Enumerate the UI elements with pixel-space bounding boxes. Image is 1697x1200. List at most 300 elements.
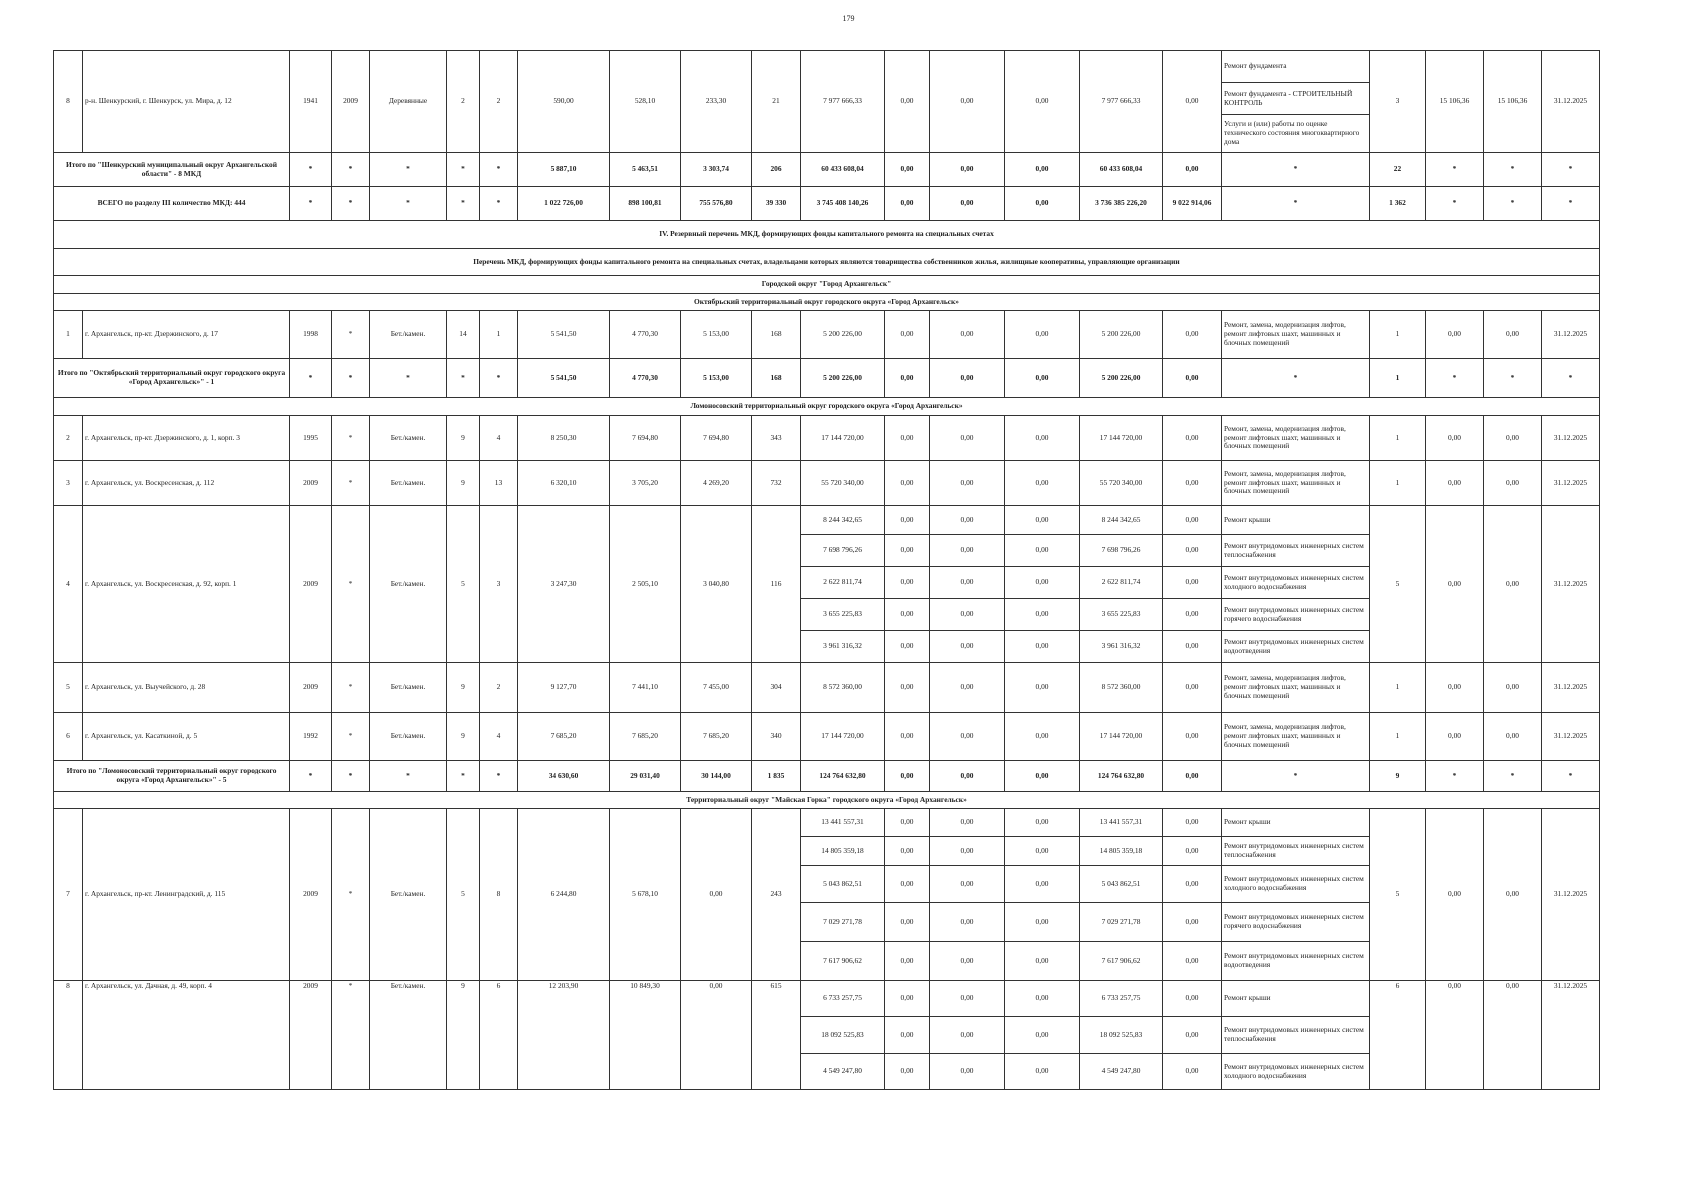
table-cell: 1 362 <box>1370 187 1426 221</box>
table-cell: 1995 <box>290 416 332 461</box>
table-cell: 60 433 608,04 <box>801 153 885 187</box>
table-cell: 0,00 <box>1163 51 1222 153</box>
table-cell: 0,00 <box>1005 359 1080 398</box>
table-cell: 0,00 <box>1163 535 1222 567</box>
table-cell: 0,00 <box>930 809 1005 837</box>
table-cell: 9 <box>447 981 480 1090</box>
section-subtitle <box>54 249 1600 276</box>
table-cell: 2009 <box>290 981 332 1090</box>
table-cell: 0,00 <box>885 567 930 599</box>
table-cell: 22 <box>1370 153 1426 187</box>
table-cell: 7 694,80 <box>610 416 681 461</box>
table-cell: * <box>1426 153 1484 187</box>
table-cell: * <box>370 153 447 187</box>
table-cell: Ремонт, замена, модернизация лифтов, ремонт лифтовых шахт, машинных и блочных помещений <box>1222 311 1370 359</box>
table-cell: 1 <box>1370 713 1426 761</box>
table-cell: * <box>332 809 370 981</box>
table-cell: 8 244 342,65 <box>801 506 885 535</box>
table-cell: ВСЕГО по разделу III количество МКД: 444 <box>54 187 290 221</box>
table-row <box>54 461 1600 506</box>
table-cell: * <box>480 359 518 398</box>
table-cell: Ремонт внутридомовых инженерных систем холодного водоснабжения <box>1222 567 1370 599</box>
table-cell: Ломоносовский территориальный округ городского округа «Город Архангельск» <box>54 398 1600 416</box>
table-cell: 0,00 <box>1005 51 1080 153</box>
table-cell: 1 <box>1370 461 1426 506</box>
table-cell: 0,00 <box>1005 187 1080 221</box>
table-cell: 0,00 <box>930 416 1005 461</box>
table-cell: * <box>370 187 447 221</box>
table-cell: 2 <box>480 663 518 713</box>
table-cell: Ремонт внутридомовых инженерных систем теплоснабжения <box>1222 837 1370 866</box>
table-cell: 0,00 <box>1005 866 1080 903</box>
table-cell: Ремонт, замена, модернизация лифтов, ремонт лифтовых шахт, машинных и блочных помещений <box>1222 461 1370 506</box>
table-cell: 0,00 <box>885 903 930 942</box>
table-cell: 7 685,20 <box>681 713 752 761</box>
table-cell: * <box>1222 153 1370 187</box>
table-cell: 5 153,00 <box>681 359 752 398</box>
table-cell: 0,00 <box>930 599 1005 631</box>
table-cell: 31.12.2025 <box>1542 506 1600 663</box>
table-cell: 39 330 <box>752 187 801 221</box>
table-cell: 31.12.2025 <box>1542 461 1600 506</box>
table-cell: * <box>447 359 480 398</box>
table-cell: 5 <box>447 809 480 981</box>
table-cell: г. Архангельск, пр-кт. Дзержинского, д. 1, корп. 3 <box>83 416 290 461</box>
table-cell: 0,00 <box>1426 809 1484 981</box>
table-cell: 5 200 226,00 <box>1080 359 1163 398</box>
table-cell: * <box>290 359 332 398</box>
table-cell: Ремонт внутридомовых инженерных систем холодного водоснабжения <box>1222 1054 1370 1090</box>
table-row <box>54 713 1600 761</box>
table-cell: 0,00 <box>930 506 1005 535</box>
table-cell: 2009 <box>290 506 332 663</box>
table-cell: 3 <box>480 506 518 663</box>
table-cell: 233,30 <box>681 51 752 153</box>
table-cell: 1 <box>480 311 518 359</box>
table-cell: * <box>332 187 370 221</box>
table-cell: 3 961 316,32 <box>801 631 885 663</box>
table-cell: 2 <box>480 51 518 153</box>
table-cell: 0,00 <box>1005 461 1080 506</box>
table-cell: Ремонт внутридомовых инженерных систем холодного водоснабжения <box>1222 866 1370 903</box>
table-cell: 13 441 557,31 <box>801 809 885 837</box>
table-cell: 0,00 <box>1005 1017 1080 1054</box>
table-cell: * <box>1426 187 1484 221</box>
table-cell: 9 <box>1370 761 1426 792</box>
table-cell: 7 617 906,62 <box>801 942 885 981</box>
table-cell: 0,00 <box>1163 837 1222 866</box>
table-cell: * <box>1222 761 1370 792</box>
table-cell: 0,00 <box>1163 1017 1222 1054</box>
table-cell: 9 127,70 <box>518 663 610 713</box>
table-cell: 590,00 <box>518 51 610 153</box>
table-cell: 0,00 <box>1005 567 1080 599</box>
table-cell: Бет./камен. <box>370 809 447 981</box>
table-cell: 5 200 226,00 <box>801 359 885 398</box>
table-cell: 2009 <box>290 809 332 981</box>
table-cell: 31.12.2025 <box>1542 311 1600 359</box>
table-cell: 0,00 <box>1163 942 1222 981</box>
table-cell: 8 <box>54 981 83 1090</box>
table-cell: 13 <box>480 461 518 506</box>
table-cell: * <box>290 187 332 221</box>
table-cell: 18 092 525,83 <box>801 1017 885 1054</box>
table-cell: * <box>290 153 332 187</box>
table-cell: 0,00 <box>885 866 930 903</box>
total-row <box>54 761 1600 792</box>
table-cell: 31.12.2025 <box>1542 981 1600 1090</box>
table-cell: 0,00 <box>930 631 1005 663</box>
table-cell: Бет./камен. <box>370 981 447 1090</box>
table-cell: 31.12.2025 <box>1542 51 1600 153</box>
table-cell: 0,00 <box>1005 535 1080 567</box>
table-cell: 3 961 316,32 <box>1080 631 1163 663</box>
table-cell: * <box>1426 359 1484 398</box>
table-cell: 7 685,20 <box>610 713 681 761</box>
table-cell: * <box>1542 359 1600 398</box>
table-cell: 18 092 525,83 <box>1080 1017 1163 1054</box>
table-cell: 2 <box>447 51 480 153</box>
table-cell: * <box>332 461 370 506</box>
table-cell: Бет./камен. <box>370 311 447 359</box>
table-cell: 0,00 <box>885 761 930 792</box>
table-cell: * <box>1484 187 1542 221</box>
table-cell: 9 022 914,06 <box>1163 187 1222 221</box>
table-cell: 4 770,30 <box>610 311 681 359</box>
table-cell: 6 244,80 <box>518 809 610 981</box>
table-cell: 0,00 <box>1163 903 1222 942</box>
table-cell: 2009 <box>332 51 370 153</box>
table-cell: * <box>290 761 332 792</box>
table-cell: Бет./камен. <box>370 713 447 761</box>
table-cell: IV. Резервный перечень МКД, формирующих фонды капитального ремонта на специальных счетах <box>54 221 1600 249</box>
table-cell: 1 <box>1370 416 1426 461</box>
table-cell: 0,00 <box>1484 981 1542 1090</box>
table-cell: 0,00 <box>885 981 930 1017</box>
table-cell: 31.12.2025 <box>1542 663 1600 713</box>
table-cell: * <box>1542 187 1600 221</box>
table-cell: * <box>332 506 370 663</box>
table-cell: * <box>1426 761 1484 792</box>
table-cell: 0,00 <box>1005 153 1080 187</box>
table-cell: 0,00 <box>1005 631 1080 663</box>
table-cell: * <box>1222 359 1370 398</box>
district-header <box>54 792 1600 809</box>
table-cell: 206 <box>752 153 801 187</box>
table-cell: 3 247,30 <box>518 506 610 663</box>
table-cell: 6 733 257,75 <box>1080 981 1163 1017</box>
table-cell: 4 549 247,80 <box>801 1054 885 1090</box>
table-cell: 2 622 811,74 <box>801 567 885 599</box>
table-cell: 0,00 <box>1426 506 1484 663</box>
table-cell: 0,00 <box>1163 663 1222 713</box>
table-cell: 5 <box>447 506 480 663</box>
table-cell: 0,00 <box>1163 761 1222 792</box>
table-cell: 3 705,20 <box>610 461 681 506</box>
table-cell: * <box>447 153 480 187</box>
page-number: 179 <box>842 14 855 23</box>
table-cell: 0,00 <box>885 461 930 506</box>
table-cell: 3 <box>54 461 83 506</box>
table-cell: 0,00 <box>1005 311 1080 359</box>
table-cell: Ремонт внутридомовых инженерных систем теплоснабжения <box>1222 535 1370 567</box>
table-row <box>54 311 1600 359</box>
table-cell: Ремонт фундамента - СТРОИТЕЛЬНЫЙ КОНТРОЛЬ <box>1222 83 1370 115</box>
table-cell: 5 <box>54 663 83 713</box>
table-cell: г. Архангельск, ул. Воскресенская, д. 112 <box>83 461 290 506</box>
table-cell: 2 <box>54 416 83 461</box>
table-cell: Городской округ "Город Архангельск" <box>54 276 1600 294</box>
table-cell: 0,00 <box>1005 903 1080 942</box>
table-cell: Ремонт, замена, модернизация лифтов, ремонт лифтовых шахт, машинных и блочных помещений <box>1222 713 1370 761</box>
table-cell: 30 144,00 <box>681 761 752 792</box>
table-cell: 2009 <box>290 663 332 713</box>
table-cell: 168 <box>752 359 801 398</box>
table-cell: 0,00 <box>1426 461 1484 506</box>
table-cell: 0,00 <box>1163 461 1222 506</box>
table-cell: 0,00 <box>681 981 752 1090</box>
table-row <box>54 981 1600 1017</box>
table-cell: 0,00 <box>1005 713 1080 761</box>
table-cell: 7 977 666,33 <box>801 51 885 153</box>
table-cell: 0,00 <box>1484 713 1542 761</box>
table-cell: 5 <box>1370 506 1426 663</box>
table-cell: * <box>332 761 370 792</box>
table-cell: 0,00 <box>885 311 930 359</box>
table-cell: Ремонт крыши <box>1222 809 1370 837</box>
table-cell: 5 043 862,51 <box>801 866 885 903</box>
table-cell: * <box>1542 761 1600 792</box>
table-cell: 3 736 385 226,20 <box>1080 187 1163 221</box>
table-cell: 1 <box>1370 311 1426 359</box>
table-cell: 34 630,60 <box>518 761 610 792</box>
table-cell: 340 <box>752 713 801 761</box>
table-cell: 0,00 <box>1163 506 1222 535</box>
table-cell: 1998 <box>290 311 332 359</box>
table-cell: 124 764 632,80 <box>801 761 885 792</box>
table-cell: 615 <box>752 981 801 1090</box>
table-cell: * <box>332 713 370 761</box>
table-cell: 0,00 <box>1484 416 1542 461</box>
table-cell: 5 043 862,51 <box>1080 866 1163 903</box>
table-cell: г. Архангельск, ул. Выучейского, д. 28 <box>83 663 290 713</box>
table-cell: * <box>1542 153 1600 187</box>
table-cell: 0,00 <box>885 599 930 631</box>
table-cell: 6 <box>1370 981 1426 1090</box>
table-cell: * <box>480 187 518 221</box>
table-cell: 1941 <box>290 51 332 153</box>
table-cell: 0,00 <box>1484 461 1542 506</box>
table-cell: 0,00 <box>1163 416 1222 461</box>
table-cell: 0,00 <box>1426 311 1484 359</box>
table-cell: 4 549 247,80 <box>1080 1054 1163 1090</box>
table-cell: 31.12.2025 <box>1542 713 1600 761</box>
table-cell: Ремонт внутридомовых инженерных систем теплоснабжения <box>1222 1017 1370 1054</box>
table-cell: 0,00 <box>930 535 1005 567</box>
table-cell: 6 320,10 <box>518 461 610 506</box>
table-cell: 243 <box>752 809 801 981</box>
table-cell: 7 694,80 <box>681 416 752 461</box>
table-cell: Ремонт крыши <box>1222 506 1370 535</box>
table-cell: 3 655 225,83 <box>1080 599 1163 631</box>
table-cell: 0,00 <box>930 359 1005 398</box>
table-cell: * <box>1222 187 1370 221</box>
section-title <box>54 221 1600 249</box>
table-cell: 0,00 <box>1005 837 1080 866</box>
table-cell: 4 <box>480 416 518 461</box>
table-cell: 3 655 225,83 <box>801 599 885 631</box>
table-cell: 14 805 359,18 <box>1080 837 1163 866</box>
table-cell: 0,00 <box>930 153 1005 187</box>
table-cell: 0,00 <box>885 713 930 761</box>
table-cell: 116 <box>752 506 801 663</box>
table-cell: 0,00 <box>885 837 930 866</box>
table-cell: 5 541,50 <box>518 311 610 359</box>
table-cell: 9 <box>447 461 480 506</box>
table-cell: * <box>332 416 370 461</box>
table-cell: 0,00 <box>930 51 1005 153</box>
table-cell: 3 745 408 140,26 <box>801 187 885 221</box>
table-cell: 0,00 <box>885 631 930 663</box>
city-header <box>54 276 1600 294</box>
table-cell: 0,00 <box>930 663 1005 713</box>
table-row <box>54 416 1600 461</box>
table-cell: 0,00 <box>1163 599 1222 631</box>
table-cell: 13 441 557,31 <box>1080 809 1163 837</box>
table-cell: * <box>1484 359 1542 398</box>
table-cell: 0,00 <box>930 837 1005 866</box>
table-cell: * <box>370 761 447 792</box>
table-cell: 17 144 720,00 <box>801 713 885 761</box>
table-cell: 5 541,50 <box>518 359 610 398</box>
table-cell: 15 106,36 <box>1426 51 1484 153</box>
table-cell: 124 764 632,80 <box>1080 761 1163 792</box>
table-cell: 0,00 <box>1163 631 1222 663</box>
table-cell: 1 <box>54 311 83 359</box>
table-cell: 0,00 <box>1163 809 1222 837</box>
table-cell: 0,00 <box>885 942 930 981</box>
table-cell: 0,00 <box>885 51 930 153</box>
table-cell: 7 029 271,78 <box>1080 903 1163 942</box>
table-cell: 7 698 796,26 <box>1080 535 1163 567</box>
table-cell: 0,00 <box>885 187 930 221</box>
table-cell: Ремонт внутридомовых инженерных систем водоотведения <box>1222 631 1370 663</box>
table-cell: 898 100,81 <box>610 187 681 221</box>
table-cell: г. Архангельск, ул. Воскресенская, д. 92, корп. 1 <box>83 506 290 663</box>
table-cell: * <box>332 311 370 359</box>
table-cell: 7 685,20 <box>518 713 610 761</box>
table-cell: * <box>447 187 480 221</box>
table-cell: 0,00 <box>930 713 1005 761</box>
table-cell: 3 303,74 <box>681 153 752 187</box>
table-cell: Ремонт, замена, модернизация лифтов, ремонт лифтовых шахт, машинных и блочных помещений <box>1222 416 1370 461</box>
total-row <box>54 153 1600 187</box>
table-cell: 1 <box>1370 663 1426 713</box>
table-cell: 0,00 <box>1163 713 1222 761</box>
table-cell: * <box>332 359 370 398</box>
table-cell: 0,00 <box>1484 809 1542 981</box>
table-cell: 343 <box>752 416 801 461</box>
table-cell: Ремонт фундамента <box>1222 51 1370 83</box>
table-cell: 7 455,00 <box>681 663 752 713</box>
table-cell: 6 <box>480 981 518 1090</box>
table-cell: 0,00 <box>1163 981 1222 1017</box>
district-header <box>54 294 1600 311</box>
table-cell: 1 <box>1370 359 1426 398</box>
table-cell: Территориальный округ "Майская Горка" городского округа «Город Архангельск» <box>54 792 1600 809</box>
table-cell: 9 <box>447 663 480 713</box>
table-cell: 5 200 226,00 <box>1080 311 1163 359</box>
table-cell: 2 505,10 <box>610 506 681 663</box>
table-row <box>54 663 1600 713</box>
table-cell: * <box>332 663 370 713</box>
table-cell: 0,00 <box>1005 663 1080 713</box>
table-cell: 4 269,20 <box>681 461 752 506</box>
table-cell: г. Архангельск, ул. Дачная, д. 49, корп. 4 <box>83 981 290 1090</box>
table-cell: 0,00 <box>885 359 930 398</box>
table-cell: 0,00 <box>1426 981 1484 1090</box>
table-cell: 8 572 360,00 <box>1080 663 1163 713</box>
table-cell: 0,00 <box>885 1017 930 1054</box>
table-cell: 6 <box>54 713 83 761</box>
table-cell: * <box>370 359 447 398</box>
table-cell: Ремонт крыши <box>1222 981 1370 1017</box>
table-cell: 0,00 <box>1005 942 1080 981</box>
table-cell: Итого по "Шенкурский муниципальный округ Архангельской области" - 8 МКД <box>54 153 290 187</box>
table-cell: 0,00 <box>930 461 1005 506</box>
table-cell: 1992 <box>290 713 332 761</box>
table-cell: 8 250,30 <box>518 416 610 461</box>
table-cell: Ремонт внутридомовых инженерных систем горячего водоснабжения <box>1222 599 1370 631</box>
table-cell: г. Архангельск, пр-кт. Ленинградский, д. 115 <box>83 809 290 981</box>
table-cell: 0,00 <box>930 942 1005 981</box>
table-cell: Перечень МКД, формирующих фонды капитального ремонта на специальных счетах, владельцами которых являются товарищества собственников жилья, жилищные кооперативы, управляющие организации <box>54 249 1600 276</box>
table-cell: 1 022 726,00 <box>518 187 610 221</box>
table-cell: 4 <box>480 713 518 761</box>
table-cell: 31.12.2025 <box>1542 809 1600 981</box>
table-cell: 14 805 359,18 <box>801 837 885 866</box>
table-cell: * <box>480 761 518 792</box>
table-cell: 17 144 720,00 <box>801 416 885 461</box>
table-cell: Услуги и (или) работы по оценке технического состояния многоквартирного дома <box>1222 115 1370 153</box>
table-cell: * <box>332 153 370 187</box>
table-cell: 29 031,40 <box>610 761 681 792</box>
table-cell: 7 698 796,26 <box>801 535 885 567</box>
table-cell: 168 <box>752 311 801 359</box>
table-cell: 5 678,10 <box>610 809 681 981</box>
table-cell: Итого по "Октябрьский территориальный округ городского округа «Город Архангельск»" - 1 <box>54 359 290 398</box>
table-cell: 0,00 <box>930 1054 1005 1090</box>
table-cell: 0,00 <box>885 153 930 187</box>
table-cell: 7 977 666,33 <box>1080 51 1163 153</box>
table-cell: 0,00 <box>1005 416 1080 461</box>
table-cell: 31.12.2025 <box>1542 416 1600 461</box>
table-cell: 1 835 <box>752 761 801 792</box>
table-cell: 0,00 <box>930 903 1005 942</box>
table-cell: 5 153,00 <box>681 311 752 359</box>
table-cell: 17 144 720,00 <box>1080 713 1163 761</box>
table-cell: 0,00 <box>885 416 930 461</box>
table-cell: 21 <box>752 51 801 153</box>
table-cell: * <box>447 761 480 792</box>
table-cell: 0,00 <box>1163 1054 1222 1090</box>
table-cell: 304 <box>752 663 801 713</box>
total-row <box>54 359 1600 398</box>
table-cell: г. Архангельск, пр-кт. Дзержинского, д. 17 <box>83 311 290 359</box>
table-cell: 0,00 <box>1005 1054 1080 1090</box>
table-cell: 8 <box>480 809 518 981</box>
table-cell: 14 <box>447 311 480 359</box>
